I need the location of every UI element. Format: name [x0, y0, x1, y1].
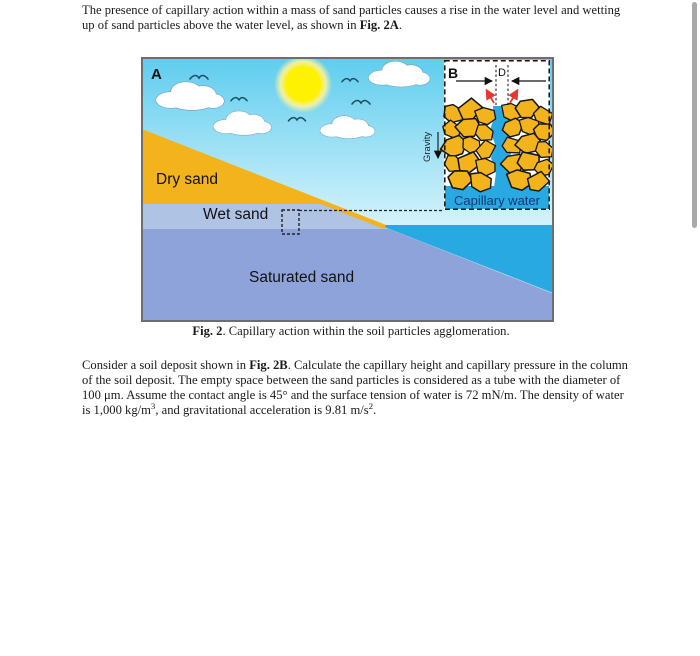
problem-paragraph: Consider a soil deposit shown in Fig. 2B. Calculate the capillary height and capillary pressure in the column of the soil deposit. The empty space between the sand particles is considered as a tube with the diameter of 100 μm. Assume the contact angle is 45° and the surface tension of water is 72 mN/m. The density of water is 1,000 $kg/m^3$, and gravitational acceleration is 9.81 $m/s^2$. — [82, 358, 628, 417]
gravity-label: Gravity — [422, 131, 433, 162]
figure-2-svg — [141, 57, 554, 322]
panel-a-label: A — [151, 66, 162, 83]
panel-b-label: B — [448, 65, 459, 81]
panel-b-inset — [438, 60, 554, 210]
diameter-label: D — [498, 67, 506, 79]
figure-2 — [141, 57, 554, 322]
dry-sand-label: Dry sand — [156, 171, 219, 188]
sun-icon — [274, 57, 332, 113]
wet-sand-label: Wet sand — [203, 206, 269, 223]
figure-caption: Fig. 2. Capillary action within the soil particles agglomeration. — [192, 324, 510, 338]
scrollbar-thumb[interactable] — [692, 2, 697, 228]
saturated-sand-label: Saturated sand — [249, 269, 355, 286]
intro-paragraph: The presence of capillary action within a mass of sand particles causes a rise in the water level and wetting up of sand particles above the water level, as shown in Fig. 2A. — [82, 3, 621, 32]
capillary-water-label: Capillary water — [454, 193, 540, 208]
